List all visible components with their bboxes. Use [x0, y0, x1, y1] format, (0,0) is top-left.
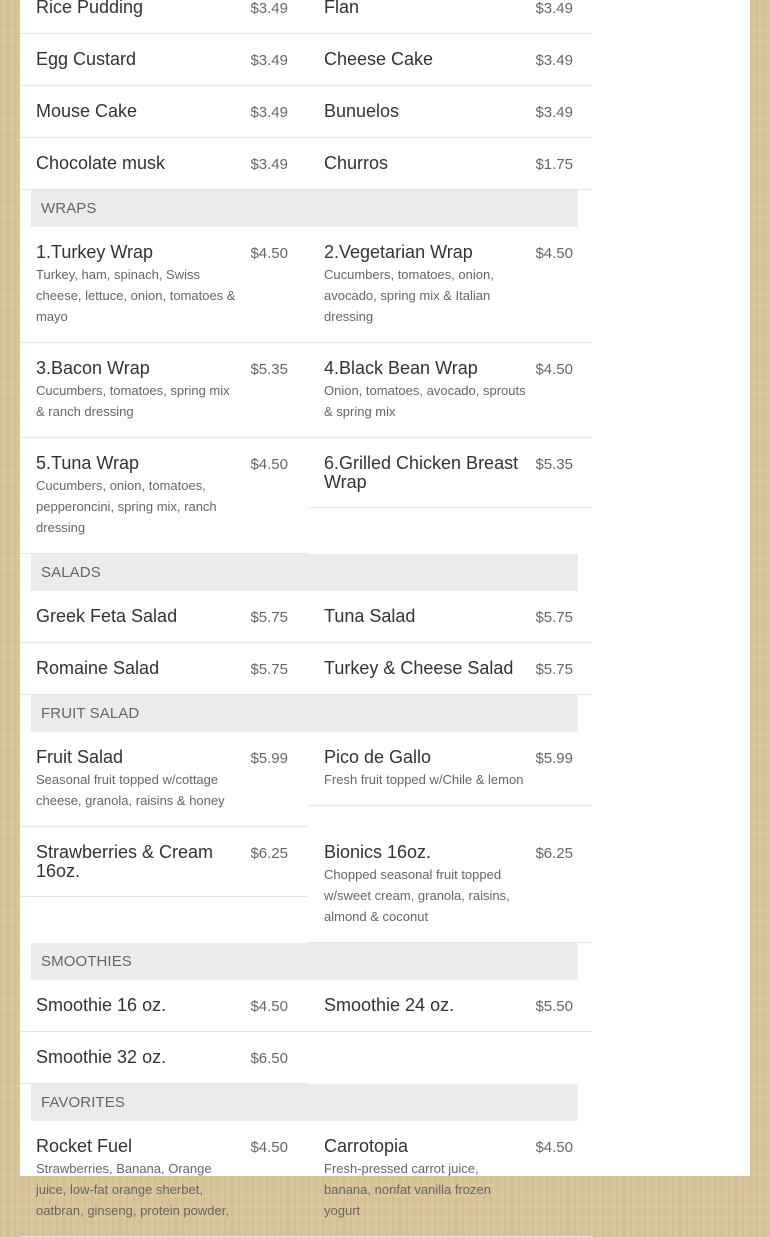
menu-item[interactable] — [308, 227, 593, 343]
menu-item[interactable] — [308, 827, 593, 943]
item-name: Romaine Salad — [36, 658, 160, 678]
menu-item[interactable] — [20, 34, 308, 86]
menu-item[interactable] — [20, 1032, 308, 1084]
item-description: Cucumbers, tomatoes, spring mix & ranch dressing — [36, 383, 230, 419]
menu-item[interactable] — [20, 1121, 308, 1237]
menu-item[interactable] — [308, 1121, 593, 1237]
item-name: Cheese Cake — [324, 49, 434, 69]
item-name: Chocolate musk — [36, 153, 166, 173]
item-name: Fruit Salad — [36, 747, 124, 767]
item-price: $5.35 — [535, 456, 573, 473]
item-price: $4.50 — [250, 1139, 288, 1156]
item-price: $4.50 — [250, 456, 288, 473]
section-favorites — [20, 1084, 593, 1237]
item-price: $3.49 — [250, 52, 288, 69]
item-price: $4.50 — [535, 361, 573, 378]
menu-item[interactable] — [20, 227, 308, 343]
section-header-smoothies: SMOOTHIES — [31, 943, 578, 980]
item-price: $4.50 — [250, 998, 288, 1015]
item-price: $3.49 — [250, 0, 288, 17]
menu-item[interactable] — [308, 643, 593, 695]
menu-row — [20, 1032, 593, 1084]
item-price: $3.49 — [535, 104, 573, 121]
item-name: Turkey & Cheese Salad — [324, 658, 514, 678]
item-name: Strawberries & Cream 16oz. — [36, 842, 214, 881]
item-name: Flan — [324, 0, 360, 17]
menu-row — [20, 591, 593, 643]
item-price: $4.50 — [535, 245, 573, 262]
item-name: 1.Turkey Wrap — [36, 242, 154, 262]
menu-item[interactable] — [20, 438, 308, 554]
menu-item[interactable] — [308, 343, 593, 438]
item-name: Egg Custard — [36, 49, 137, 69]
item-name: Mouse Cake — [36, 101, 138, 121]
item-description: Fresh-pressed carrot juice, banana, nonfat vanilla frozen yogurt — [324, 1161, 491, 1218]
section-desserts — [20, 0, 593, 190]
item-name: Smoothie 16 oz. — [36, 995, 167, 1015]
item-price: $1.75 — [535, 156, 573, 173]
item-name: Churros — [324, 153, 389, 173]
item-price: $5.35 — [250, 361, 288, 378]
item-name: Tuna Salad — [324, 606, 416, 626]
item-price: $3.49 — [535, 52, 573, 69]
menu-row — [20, 0, 593, 34]
menu-row — [20, 1121, 593, 1237]
item-price: $6.50 — [250, 1050, 288, 1067]
menu-item[interactable] — [20, 827, 308, 897]
section-salads — [20, 554, 593, 695]
menu-item[interactable] — [308, 980, 593, 1032]
item-description: Turkey, ham, spinach, Swiss cheese, lettuce, onion, tomatoes & mayo — [36, 267, 236, 324]
section-header-wraps: WRAPS — [31, 190, 578, 227]
menu-item[interactable] — [20, 980, 308, 1032]
item-name: 2.Vegetarian Wrap — [324, 242, 473, 262]
item-name: 5.Tuna Wrap — [36, 453, 140, 473]
item-description: Strawberries, Banana, Orange juice, low-fat orange sherbet, oatbran, ginseng, protein powder, — [36, 1161, 229, 1218]
item-price: $5.75 — [250, 609, 288, 626]
item-price: $5.75 — [535, 661, 573, 678]
item-name: 6.Grilled Chicken Breast Wrap — [324, 453, 519, 492]
menu-item[interactable] — [20, 732, 308, 827]
item-name: Carrotopia — [324, 1136, 409, 1156]
item-price: $5.75 — [250, 661, 288, 678]
section-header-favorites: FAVORITES — [31, 1084, 578, 1121]
menu-item[interactable] — [308, 438, 593, 508]
item-name: Rocket Fuel — [36, 1136, 133, 1156]
menu-item[interactable] — [20, 343, 308, 438]
item-name: 4.Black Bean Wrap — [324, 358, 478, 378]
section-header-fruit-salad: FRUIT SALAD — [31, 695, 578, 732]
item-description: Chopped seasonal fruit topped w/sweet cream, granola, raisins, almond & coconut — [324, 867, 510, 924]
item-price: $5.99 — [535, 750, 573, 767]
menu-item[interactable] — [20, 0, 308, 34]
item-description: Cucumbers, onion, tomatoes, pepperoncini, spring mix, ranch dressing — [36, 478, 217, 535]
item-price: $3.49 — [250, 156, 288, 173]
item-price: $5.99 — [250, 750, 288, 767]
menu-item[interactable] — [20, 138, 308, 190]
menu-row — [20, 643, 593, 695]
menu-row — [20, 343, 593, 438]
item-name: Rice Pudding — [36, 0, 144, 17]
menu-item[interactable] — [20, 643, 308, 695]
menu-item[interactable] — [308, 86, 593, 138]
item-price: $4.50 — [535, 1139, 573, 1156]
item-price: $5.50 — [535, 998, 573, 1015]
section-wraps — [20, 190, 593, 554]
menu-row — [20, 227, 593, 343]
item-price: $6.25 — [535, 845, 573, 862]
item-name: Smoothie 24 oz. — [324, 995, 455, 1015]
menu-item[interactable] — [20, 591, 308, 643]
section-fruit-salad — [20, 695, 593, 943]
item-description: Onion, tomatoes, avocado, sprouts & spring mix — [324, 383, 526, 419]
item-description: Cucumbers, tomatoes, onion, avocado, spring mix & Italian dressing — [324, 267, 494, 324]
item-description: Fresh fruit topped w/Chile & lemon — [324, 772, 524, 787]
item-name: 3.Bacon Wrap — [36, 358, 150, 378]
item-price: $3.49 — [250, 104, 288, 121]
menu-item[interactable] — [308, 591, 593, 643]
menu-list — [20, 0, 593, 1237]
item-name: Greek Feta Salad — [36, 606, 178, 626]
item-price: $5.75 — [535, 609, 573, 626]
menu-item[interactable] — [308, 732, 593, 806]
item-price: $4.50 — [250, 245, 288, 262]
menu-item[interactable] — [308, 34, 593, 86]
item-price: $6.25 — [250, 845, 288, 862]
menu-row — [20, 980, 593, 1032]
menu-row — [20, 86, 593, 138]
menu-row — [20, 438, 593, 554]
menu-row — [20, 138, 593, 190]
menu-item[interactable] — [308, 0, 593, 34]
section-smoothies — [20, 943, 593, 1084]
section-header-salads: SALADS — [31, 554, 578, 591]
menu-item[interactable] — [20, 86, 308, 138]
item-name: Bionics 16oz. — [324, 842, 432, 862]
item-price: $3.49 — [535, 0, 573, 17]
item-description: Seasonal fruit topped w/cottage cheese, granola, raisins & honey — [36, 772, 225, 808]
item-name: Bunuelos — [324, 101, 400, 121]
item-name: Smoothie 32 oz. — [36, 1047, 167, 1067]
item-name: Pico de Gallo — [324, 747, 432, 767]
menu-item[interactable] — [308, 138, 593, 190]
menu-row — [20, 34, 593, 86]
